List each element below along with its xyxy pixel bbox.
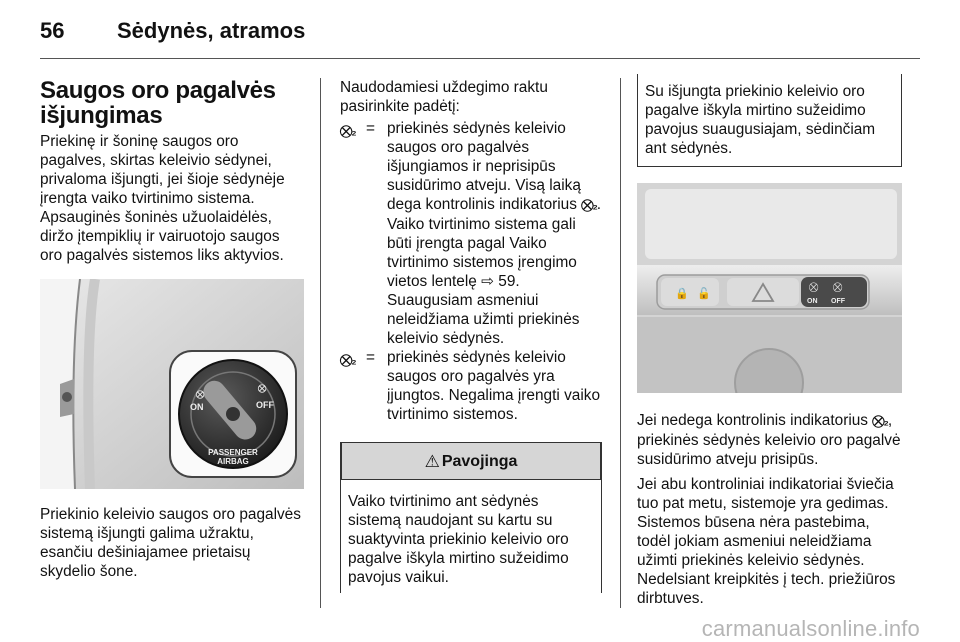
section-heading: Saugos oro pagalvės išjungimas	[40, 77, 276, 129]
position-off-text: priekinės sėdynės keleivio saugos oro pagalvės išjungiamos ir neprisipūs susidūrimo atveju. Visą laiką dega kontrolinis indikatorius ⛒₂. Vaiko tvirtinimo sistema gali būti įrengta pagal Vaiko tvirtinimo sistemos įrengimo vietos lentelę ⇨ 59. Suaugusiam asmeniui neleidžiama užimti priekinės keleivio sėdynės.	[387, 120, 602, 347]
column-divider-2	[620, 78, 621, 608]
position-intro: Naudodamiesi uždegimo raktu pasirinkite padėtį:	[340, 79, 548, 115]
equals-sign: =	[366, 120, 375, 137]
page-header	[40, 18, 920, 60]
chapter-title: Sėdynės, atramos	[117, 18, 306, 43]
airbag-on-icon: ⛒₂	[340, 353, 356, 367]
indicator-off-label: OFF	[831, 298, 845, 305]
switch-passenger-label: PASSENGER	[208, 448, 258, 457]
position-on-text: priekinės sėdynės keleivio saugos oro pagalvės yra įjungtos. Negalima įrengti vaiko tvirtinimo sistemos.	[387, 349, 601, 423]
indicator-off-paragraph: Jei nedega kontrolinis indikatorius ⛒₂, priekinės sėdynės keleivio oro pagalvė susidūrimo atveju prisipūs.	[637, 412, 901, 468]
position-on-row	[340, 348, 602, 424]
page-number: 56	[40, 18, 65, 43]
page-reference-arrow-icon: ⇨	[481, 273, 495, 290]
switch-airbag-label: AIRBAG	[217, 457, 249, 466]
danger-title: Pavojinga	[441, 452, 518, 470]
airbag-off-icon: ⛒₂	[340, 124, 356, 138]
position-list	[340, 119, 602, 424]
indicator-on-label: ON	[807, 298, 818, 305]
danger-header	[341, 442, 601, 480]
column-left	[40, 78, 305, 587]
svg-text:⛒: ⛒	[809, 282, 819, 292]
column-middle	[340, 78, 602, 593]
danger-box	[340, 442, 602, 593]
danger-body: Vaiko tvirtinimo ant sėdynės sistemą naudojant su kartu su suaktyvinta priekinio keleivio oro pagalve iškyla mirtino sužeidimo pavojus vaikui.	[348, 493, 569, 586]
airbag-switch-illustration	[40, 279, 304, 489]
photo-caption: Priekinio keleivio saugos oro pagalvės sistemą išjungti galima užraktu, esančiu dešiniajamee prietaisų skydelio šone.	[40, 506, 301, 580]
warning-triangle-icon: ⚠	[424, 451, 440, 471]
airbag-off-icon: ⛒₂	[581, 198, 597, 212]
switch-off-label: OFF	[256, 400, 274, 410]
watermark: carmanualsonline.info	[701, 616, 920, 641]
header-rule	[40, 58, 920, 59]
fault-paragraph: Jei abu kontroliniai indikatoriai šviečia tuo pat metu, sistemoje yra gedimas. Sistemos būsena nėra pastebima, todėl jokiam asmeniui neleidžiama užimti priekinės keleivio sėdynės. Nedelsiant kreipkitės į tech. priežiūros dirbtuves.	[637, 476, 896, 607]
svg-text:⛒: ⛒	[258, 384, 267, 393]
airbag-off-icon: ⛒₂	[872, 414, 888, 428]
svg-text:🔓: 🔓	[697, 288, 711, 300]
svg-text:⛒: ⛒	[196, 390, 205, 399]
column-divider-1	[320, 78, 321, 608]
intro-paragraph: Priekinę ir šoninę saugos oro pagalves, skirtas keleivio sėdynei, privaloma išjungti, jei šioje sėdynėje įrengta vaiko tvirtinimo sistema. Apsauginės šoninės užuolaidėlės, diržo įtempiklių ir vairuotojo saugos oro pagalvės sistemos liks aktyvios.	[40, 133, 285, 264]
warning-continuation-box: Su išjungta priekinio keleivio oro pagalve iškyla mirtino sužeidimo pavojus suaugusiajam, sėdinčiam ant sėdynės.	[637, 74, 902, 167]
svg-text:🔒: 🔒	[675, 288, 689, 300]
indicator-panel-photo	[637, 183, 902, 393]
equals-sign: =	[366, 349, 375, 366]
column-right	[637, 74, 902, 614]
airbag-switch-photo	[40, 279, 304, 489]
indicator-panel-illustration	[637, 183, 902, 393]
svg-text:⛒: ⛒	[833, 282, 843, 292]
switch-on-label: ON	[190, 402, 204, 412]
position-off-row	[340, 119, 602, 348]
